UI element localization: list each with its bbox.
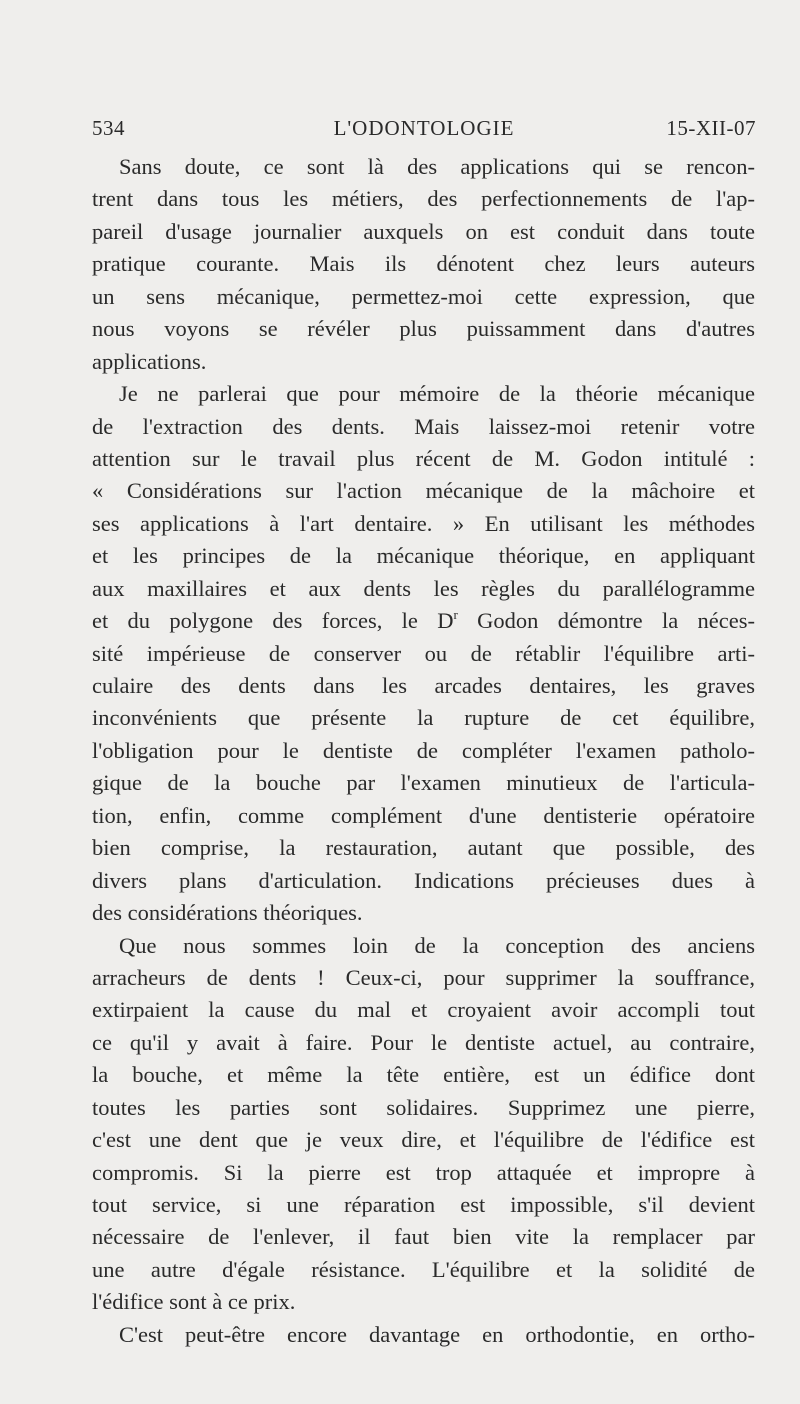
text-line: c'est une dent que je veux dire, et l'équilibre de l'édifice est bbox=[92, 1127, 755, 1153]
text-line: applications. bbox=[92, 348, 207, 374]
text-line: l'obligation pour le dentiste de compléter l'examen patholo- bbox=[92, 737, 755, 763]
text-fragment: Godon démontre la néces- bbox=[457, 608, 756, 634]
text-line: tout service, si une réparation est impossible, s'il devient bbox=[92, 1192, 755, 1217]
running-head bbox=[92, 116, 756, 146]
text-line: une autre d'égale résistance. L'équilibre et la solidité de bbox=[92, 1256, 755, 1282]
text-line: des considérations théoriques. bbox=[92, 900, 363, 926]
text-line: arracheurs de dents ! Ceux-ci, pour supprimer la souffrance, bbox=[92, 964, 755, 990]
text-line: inconvénients que présente la rupture de cet équilibre, bbox=[92, 705, 755, 731]
text-line: nécessaire de l'enlever, il faut bien vite la remplacer par bbox=[92, 1224, 755, 1250]
text-line: extirpaient la cause du mal et croyaient avoir accompli tout bbox=[92, 997, 755, 1023]
text-line: et les principes de la mécanique théorique, en appliquant bbox=[92, 543, 755, 569]
text-line: de l'extraction des dents. Mais laissez-moi retenir votre bbox=[92, 413, 755, 439]
text-line-with-superscript bbox=[92, 605, 755, 637]
text-line: C'est peut-être encore davantage en orthodontie, en ortho- bbox=[119, 1321, 755, 1347]
text-line: ses applications à l'art dentaire. » En utilisant les méthodes bbox=[92, 510, 755, 536]
text-line: attention sur le travail plus récent de M. Godon intitulé : bbox=[92, 445, 755, 471]
text-line: nous voyons se révéler plus puissamment dans d'autres bbox=[92, 316, 755, 342]
text-line: sité impérieuse de conserver ou de rétablir l'équilibre arti- bbox=[92, 640, 755, 666]
superscript: r bbox=[453, 607, 458, 623]
text-line: culaire des dents dans les arcades dentaires, les graves bbox=[92, 673, 755, 698]
page-number: 534 bbox=[92, 116, 125, 140]
text-line: trent dans tous les métiers, des perfectionnements de l'ap- bbox=[92, 186, 755, 212]
text-line: la bouche, et même la tête entière, est un édifice dont bbox=[92, 1062, 755, 1088]
running-title: L'ODONTOLOGIE bbox=[333, 116, 515, 140]
text-line: ce qu'il y avait à faire. Pour le dentiste actuel, au contraire, bbox=[92, 1029, 755, 1055]
text-line: l'édifice sont à ce prix. bbox=[92, 1289, 296, 1315]
text-line: bien comprise, la restauration, autant que possible, des bbox=[92, 835, 755, 861]
text-line: Je ne parlerai que pour mémoire de la théorie mécanique bbox=[119, 381, 755, 407]
text-line: compromis. Si la pierre est trop attaquée et impropre à bbox=[92, 1159, 755, 1185]
text-line: aux maxillaires et aux dents les règles du parallélogramme bbox=[92, 575, 755, 601]
text-fragment: et du polygone des forces, le D bbox=[92, 608, 454, 634]
issue-date: 15-XII-07 bbox=[666, 116, 756, 140]
body-text bbox=[92, 151, 755, 1351]
text-line: Sans doute, ce sont là des applications qui se rencon- bbox=[119, 154, 755, 179]
text-line: pratique courante. Mais ils dénotent chez leurs auteurs bbox=[92, 251, 755, 277]
text-line: gique de la bouche par l'examen minutieux de l'articula- bbox=[92, 770, 755, 796]
text-line: pareil d'usage journalier auxquels on est conduit dans toute bbox=[92, 218, 755, 244]
text-line: un sens mécanique, permettez-moi cette expression, que bbox=[92, 283, 755, 309]
text-line: tion, enfin, comme complément d'une dentisterie opératoire bbox=[92, 802, 755, 828]
text-line: divers plans d'articulation. Indications précieuses dues à bbox=[92, 867, 755, 893]
text-line: toutes les parties sont solidaires. Supprimez une pierre, bbox=[92, 1094, 755, 1120]
text-line: Que nous sommes loin de la conception des anciens bbox=[119, 932, 755, 958]
text-line: « Considérations sur l'action mécanique de la mâchoire et bbox=[92, 478, 755, 504]
